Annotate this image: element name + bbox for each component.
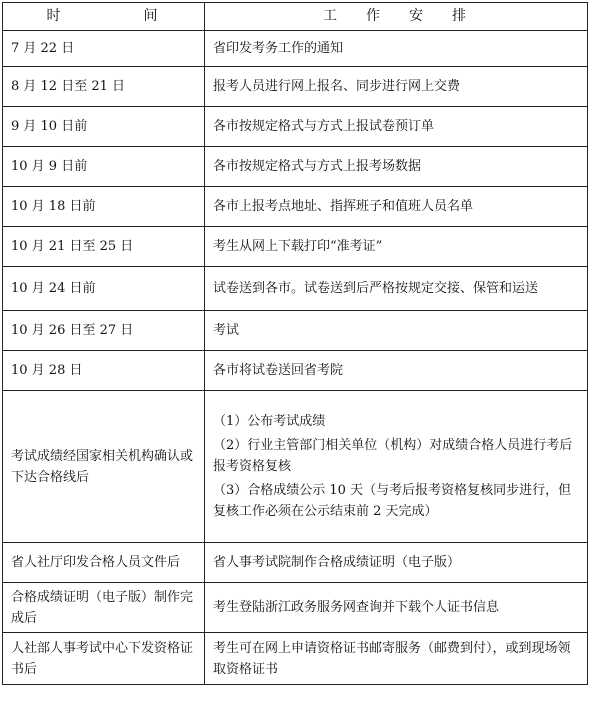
- time-cell: 8 月 12 日至 21 日: [3, 67, 205, 107]
- task-cell: [205, 311, 588, 351]
- table-row: [3, 543, 588, 583]
- table-body: [3, 31, 588, 685]
- task-cell: [205, 67, 588, 107]
- task-cell: [205, 543, 588, 583]
- table-row: [3, 147, 588, 187]
- task-cell: [205, 351, 588, 391]
- time-cell: 考试成绩经国家相关机构确认或下达合格线后: [3, 391, 205, 543]
- task-text: 各市将试卷送回省考院: [213, 363, 344, 378]
- task-text: 考生从网上下载打印“准考证”: [213, 239, 383, 254]
- task-cell: [205, 583, 588, 633]
- table-row: [3, 227, 588, 267]
- task-text: 省人事考试院制作合格成绩证明（电子版）: [213, 555, 461, 570]
- task-text: 考生可在网上申请资格证书邮寄服务（邮费到付），或到现场领取资格证书: [213, 640, 571, 677]
- header-task: 工 作 安 排: [205, 3, 588, 31]
- table-row: [3, 583, 588, 633]
- table-row: [3, 67, 588, 107]
- task-cell: [205, 633, 588, 685]
- table-row: [3, 107, 588, 147]
- time-cell: 省人社厅印发合格人员文件后: [3, 543, 205, 583]
- table-row: [3, 187, 588, 227]
- table-row: [3, 31, 588, 67]
- task-text: 各市上报考点地址、指挥班子和值班人员名单: [213, 199, 474, 214]
- header-time: 时 间: [3, 3, 205, 31]
- table-header-row: [3, 3, 588, 31]
- table-row: [3, 267, 588, 311]
- table-row: [3, 391, 588, 543]
- time-cell: 人社部人事考试中心下发资格证书后: [3, 633, 205, 685]
- task-text: 各市按规定格式与方式上报试卷预订单: [213, 119, 435, 134]
- time-cell: 10 月 28 日: [3, 351, 205, 391]
- task-cell: [205, 147, 588, 187]
- table-row: [3, 351, 588, 391]
- time-cell: 10 月 26 日至 27 日: [3, 311, 205, 351]
- time-cell: 10 月 18 日前: [3, 187, 205, 227]
- task-cell: [205, 107, 588, 147]
- time-cell: 9 月 10 日前: [3, 107, 205, 147]
- task-text: 试卷送到各市。试卷送到后严格按规定交接、保管和运送: [213, 281, 539, 296]
- exam-schedule-table: [2, 2, 588, 685]
- task-text: 省印发考务工作的通知: [213, 41, 344, 56]
- time-cell: 10 月 21 日至 25 日: [3, 227, 205, 267]
- task-text: 各市按规定格式与方式上报考场数据: [213, 159, 422, 174]
- task-text: （2）行业主管部门相关单位（机构）对成绩合格人员进行考后报考资格复核: [213, 438, 573, 474]
- task-cell: [205, 267, 588, 311]
- task-cell: [205, 391, 588, 543]
- task-text: 考试: [213, 323, 240, 338]
- task-cell: [205, 187, 588, 227]
- table-row: [3, 633, 588, 685]
- table-row: [3, 311, 588, 351]
- task-text: （3）合格成绩公示 10 天（与考后报考资格复核同步进行，但复核工作必须在公示结束前 2 天完成）: [213, 483, 572, 519]
- task-text: 报考人员进行网上报名、同步进行网上交费: [213, 79, 461, 94]
- time-cell: 合格成绩证明（电子版）制作完成后: [3, 583, 205, 633]
- task-text: （1）公布考试成绩: [213, 414, 326, 429]
- task-cell: [205, 31, 588, 67]
- task-cell: [205, 227, 588, 267]
- task-text: 考生登陆浙江政务服务网查询并下载个人证书信息: [213, 600, 500, 615]
- time-cell: 10 月 9 日前: [3, 147, 205, 187]
- time-cell: 10 月 24 日前: [3, 267, 205, 311]
- time-cell: 7 月 22 日: [3, 31, 205, 67]
